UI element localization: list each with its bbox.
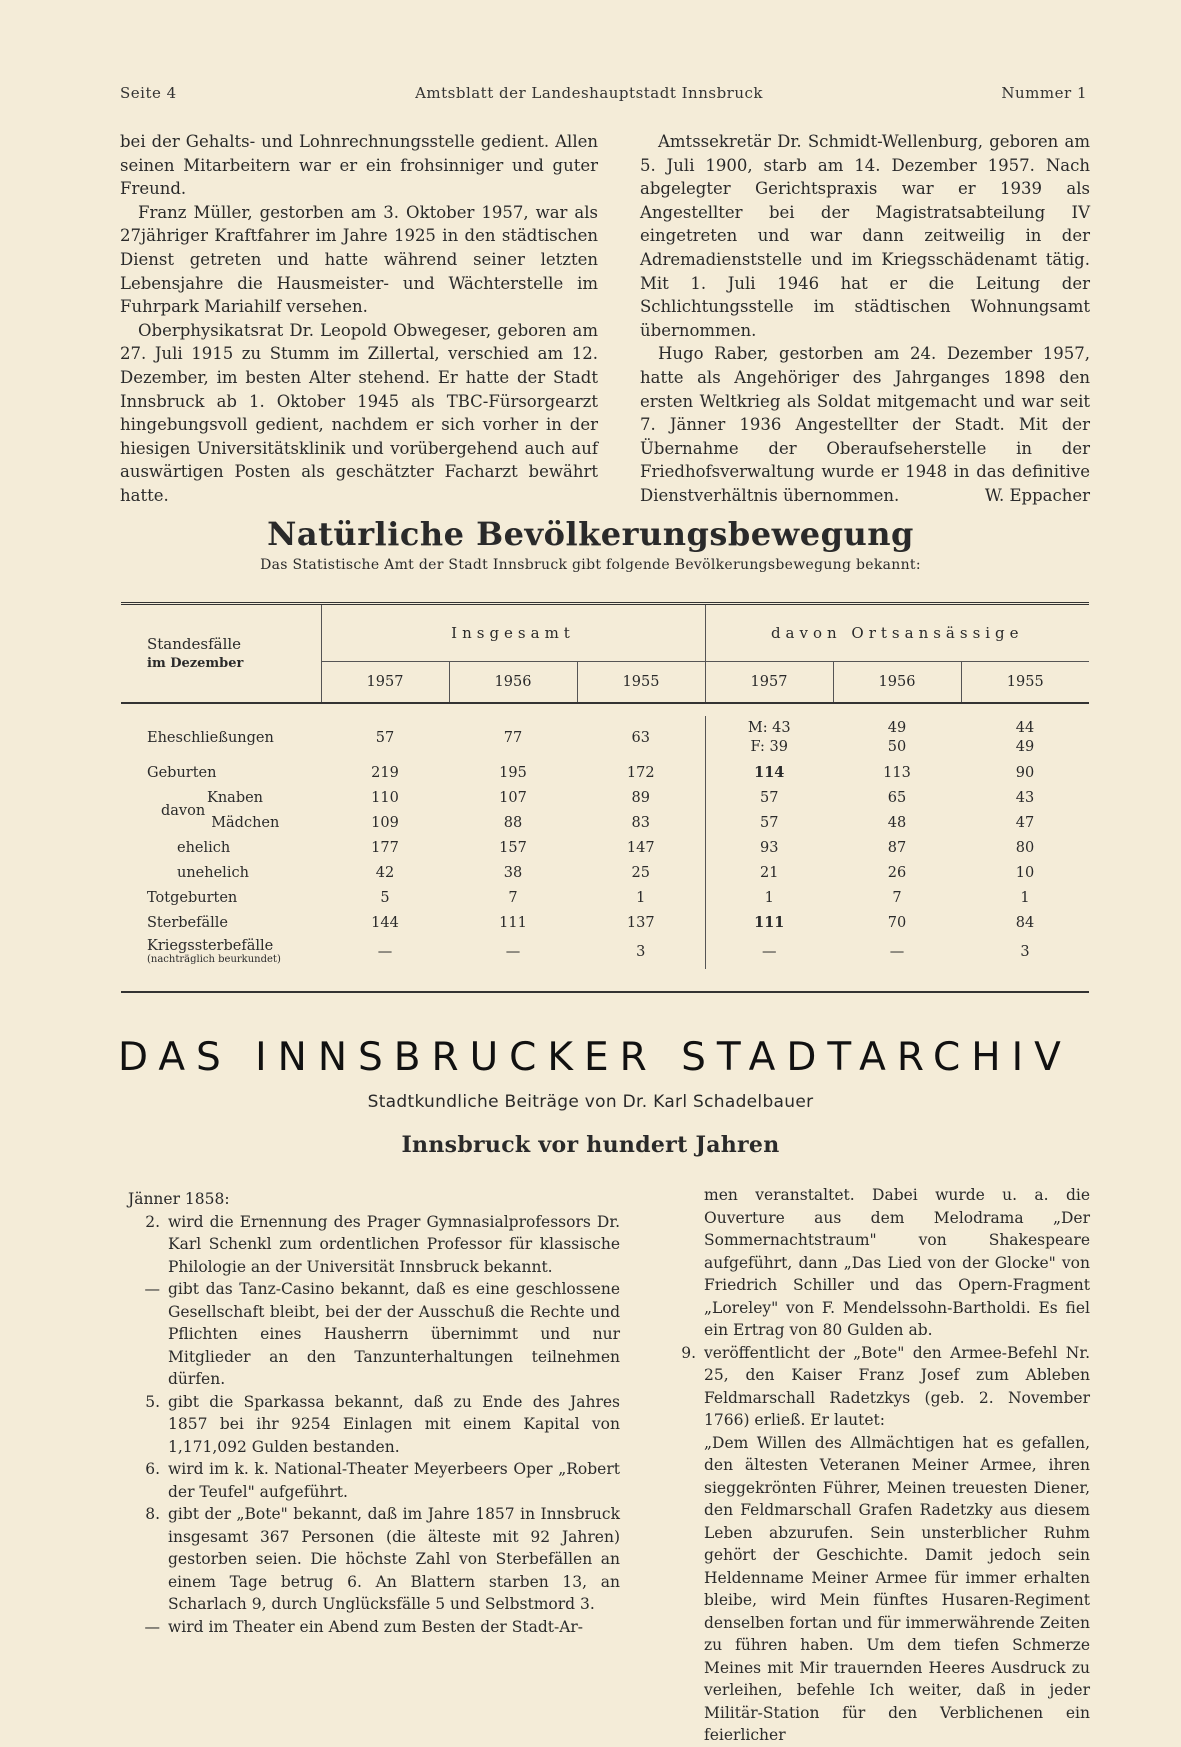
cell: —: [377, 944, 393, 960]
item-number: —: [144, 1617, 160, 1636]
item-text: veröffentlicht der „Bote" den Armee-Befehl Nr. 25, den Kaiser Franz Josef zum Ableben Feldmarschall Radetzkys (geb. 2. November 1766) erließ. Er lautet:: [704, 1343, 1090, 1429]
item-text: wird im Theater ein Abend zum Besten der Stadt-Ar-: [168, 1617, 584, 1636]
item-text: gibt der „Bote" bekannt, daß im Jahre 1857 in Innsbruck insgesamt 367 Personen (die älteste mit 92 Jahren) gestorben seien. Die höchste Zahl von Sterbefällen an einem Tage betrug 6. An Blattern starben 13, an Scharlach 9, durch Unglücksfälle 5 und Selbstmord 3.: [168, 1505, 620, 1613]
row-label: Sterbefälle: [147, 914, 229, 931]
cell: 70: [887, 914, 907, 931]
obituary-text: Hugo Raber, gestorben am 24. Dezember 1957, hatte als Angehöriger des Jahrganges 1898 den ersten Weltkrieg als Soldat mitgemacht und war seit 7. Jänner 1936 Angestellter der Stadt. Mit der Übernahme der Oberaufseherstelle in der Friedhofsverwaltung wurde er 1948 in das definitive Dienstverhältnis übernommen.: [640, 344, 1090, 505]
table-row: [121, 785, 1089, 810]
item-number: [664, 1184, 704, 1342]
list-item: [128, 1278, 620, 1391]
cell: 107: [499, 789, 527, 806]
row-label: [121, 935, 321, 969]
cell: 89: [631, 789, 650, 806]
year-header: 1956: [449, 662, 577, 704]
cell: 3: [636, 944, 646, 960]
cell-value: 49: [887, 720, 907, 736]
year-header: 1955: [577, 662, 705, 704]
year-header: 1957: [705, 662, 833, 704]
cell-value: 44: [1015, 720, 1035, 736]
row-label-text: Mädchen: [211, 814, 280, 831]
stand-month: im Dezember: [147, 655, 244, 671]
cell-value: 50: [887, 739, 907, 755]
cell: 1: [705, 885, 833, 910]
cell: 1: [1020, 889, 1030, 906]
row-label-text: Kriegssterbefälle: [147, 938, 274, 954]
table-row: [121, 760, 1089, 785]
table-row: [121, 716, 1089, 760]
item-number: 9.: [681, 1343, 696, 1362]
list-item: [664, 1184, 1090, 1342]
cell: 113: [883, 764, 911, 781]
obituary-paragraph: Franz Müller, gestorben am 3. Oktober 1957, war als 27jähriger Kraftfahrer im Jahre 1925 in den städtischen Dienst getreten und hatte während seiner letzten Lebensjahre die Hausmeister- und Wächterstelle im Fuhrpark Mariahilf versehen.: [120, 202, 598, 317]
cell: [961, 716, 1089, 760]
cell: 38: [503, 864, 523, 881]
author-signature: W. Eppacher: [984, 485, 1090, 505]
cell: 110: [371, 789, 399, 806]
row-note: (nachträglich beurkundet): [147, 954, 281, 965]
cell-female: F: 39: [750, 739, 788, 755]
row-label: unehelich: [177, 864, 249, 881]
cell: —: [889, 944, 905, 960]
row-label: [121, 802, 321, 835]
year-header: 1955: [961, 662, 1089, 704]
cell: 177: [371, 839, 399, 856]
item-text: wird die Ernennung des Prager Gymnasialprofessors Dr. Karl Schenkl zum ordentlichen Professor für klassische Philologie an der Universität Innsbruck bekannt.: [168, 1212, 620, 1276]
obituary-paragraph: Amtssekretär Dr. Schmidt-Wellenburg, geboren am 5. Juli 1900, starb am 14. Dezember 1957. Nach abgelegter Gerichtspraxis war er 1939 als Angestellter bei der Magistratsabteilung IV eingetreten und war dann zeitweilig in der Adremadienststelle und im Kriegsschädenamt tätig. Mit 1. Juli 1946 hat er die Leitung der Schlichtungsstelle im städtischen Wohnungsamt übernommen.: [640, 132, 1090, 340]
cell: 114: [705, 760, 833, 785]
row-label: Eheschließungen: [147, 730, 274, 746]
cell: —: [705, 935, 833, 969]
cell: 63: [631, 730, 650, 746]
publication-title: Amtsblatt der Landeshauptstadt Innsbruck: [415, 84, 763, 102]
cell-male: M: 43: [747, 720, 791, 736]
list-item: [128, 1211, 620, 1279]
cell: 10: [1015, 864, 1035, 881]
cell: 219: [371, 764, 399, 781]
item-number: [664, 1432, 704, 1747]
section-title: Natürliche Bevölkerungsbewegung: [267, 515, 914, 553]
table-row: [121, 860, 1089, 885]
cell: 7: [508, 889, 518, 906]
table-row: [121, 885, 1089, 910]
issue-number: Nummer 1: [1001, 84, 1087, 102]
cell: —: [505, 944, 521, 960]
cell: 93: [705, 835, 833, 860]
item-number: 2.: [145, 1212, 160, 1231]
archive-column-right: [664, 1184, 1090, 1747]
cell: 80: [1015, 839, 1035, 856]
cell: 21: [705, 860, 833, 885]
list-item: [128, 1616, 620, 1639]
cell: 172: [626, 764, 655, 781]
item-number: 5.: [145, 1392, 160, 1411]
cell: 84: [1015, 914, 1035, 931]
item-number: 6.: [145, 1460, 160, 1478]
cell: [705, 716, 833, 760]
cell: 57: [705, 785, 833, 810]
obituary-paragraph: [640, 342, 1090, 507]
obituary-paragraph: bei der Gehalts- und Lohnrechnungsstelle gedient. Allen seinen Mitarbeitern war er ein frohsinniger und guter Freund.: [120, 132, 598, 199]
cell: 3: [1020, 944, 1030, 960]
item-text: „Dem Willen des Allmächtigen hat es gefallen, den ältesten Veteranen Meiner Armee, ihren sieggekrönten Führer, Meinen treuesten Diener, den Feldmarschall Grafen Radetzky aus diesem Leben abzurufen. Sein unsterblicher Ruhm gehört der Geschichte. Damit jedoch sein Heldenname Meiner Armee für immer erhalten bleibe, wird Mein fünftes Husaren-Regiment denselben fortan und für immerwährende Zeiten zu führen haben. Um dem tiefen Schmerze Meines mit Mir trauernden Heeres Ausdruck zu verleihen, befehle Ich weiter, daß in jeder Militär-Station für den Verblichenen ein feierlicher: [704, 1433, 1090, 1744]
month-label: Jänner 1858:: [128, 1190, 230, 1208]
population-table: [121, 602, 1089, 993]
cell: 137: [626, 914, 655, 931]
cell: 111: [499, 914, 527, 931]
item-text: gibt das Tanz-Casino bekannt, daß es eine geschlossene Gesellschaft bleibt, bei der der Ausschuß die Rechte und Pflichten eines Hausherrn übernimmt und nur Mitglieder an den Tanzunterhaltungen teilnehmen dürfen.: [168, 1280, 620, 1388]
page-header: [120, 84, 1087, 102]
list-item: [128, 1391, 620, 1459]
list-item: [128, 1458, 620, 1503]
obituary-column-right: [640, 130, 1090, 508]
list-item: [664, 1342, 1090, 1432]
cell: 88: [503, 814, 523, 831]
obituary-column-left: [120, 130, 598, 508]
obituary-paragraph: Oberphysikatsrat Dr. Leopold Obwegeser, geboren am 27. Juli 1915 zu Stumm im Zillertal, verschied am 12. Dezember, im besten Alter stehend. Er hatte der Stadt Innsbruck ab 1. Oktober 1945 als TBC-Fürsorgearzt hingebungsvoll gedient, nachdem er sich vorher in der hiesigen Universitätsklinik und vorübergehend auch auf auswärtigen Posten als geschätzter Facharzt bewährt hatte.: [120, 320, 598, 505]
table-row: [121, 935, 1089, 969]
cell: 26: [887, 864, 907, 881]
cell: 109: [371, 814, 399, 831]
archive-heading: Innsbruck vor hundert Jahren: [401, 1132, 780, 1158]
cell: 57: [705, 810, 833, 835]
cell: 87: [887, 839, 907, 856]
cell: 57: [375, 730, 395, 746]
cell: 83: [631, 814, 650, 831]
page-number: Seite 4: [120, 84, 177, 102]
item-text: gibt die Sparkassa bekannt, daß zu Ende des Jahres 1857 bei ihr 9254 Einlagen mit einem Kapital von 1,171,092 Gulden bestanden.: [168, 1392, 620, 1456]
cell: 90: [1015, 764, 1035, 781]
list-item: [664, 1432, 1090, 1747]
row-label: Totgeburten: [147, 889, 238, 906]
item-number: —: [144, 1280, 160, 1298]
cell: 77: [503, 730, 523, 746]
cell: 47: [1015, 814, 1035, 831]
item-text: men veranstaltet. Dabei wurde u. a. die Ouverture aus dem Melodrama „Der Sommernachtstraum" von Shakespeare aufgeführt, dann „Das Lied von der Glocke" von Friedrich Schiller und das Opern-Fragment „Loreley" von F. Mendelssohn-Bartholdi. Es fiel ein Ertrag von 80 Gulden ab.: [704, 1186, 1090, 1339]
stand-label: Standesfälle: [147, 634, 242, 653]
standesfaelle-header: [121, 605, 321, 703]
section-intro: Das Statistische Amt der Stadt Innsbruck gibt folgende Bevölkerungsbewegung bekannt:: [260, 557, 921, 573]
cell: [833, 716, 961, 760]
cell-value: 49: [1015, 739, 1035, 755]
row-label: Geburten: [147, 764, 217, 781]
cell: 43: [1015, 789, 1035, 806]
table-row: [121, 910, 1089, 935]
davon-label: davon: [161, 802, 206, 819]
archive-column-left: [128, 1188, 620, 1638]
table-row: [121, 835, 1089, 860]
row-label: ehelich: [177, 839, 231, 856]
year-header: 1957: [321, 662, 449, 704]
cell: 1: [636, 889, 646, 906]
item-text: wird im k. k. National-Theater Meyerbeers Oper „Robert der Teufel" aufgeführt.: [168, 1460, 620, 1501]
cell: 7: [892, 889, 902, 906]
cell: 147: [626, 839, 655, 856]
cell: 195: [499, 764, 527, 781]
cell: 157: [499, 839, 527, 856]
cell: 48: [887, 814, 907, 831]
group-total-header: Insgesamt: [321, 605, 705, 662]
cell: 144: [371, 914, 399, 931]
cell: 65: [887, 789, 907, 806]
item-number: 8.: [145, 1505, 160, 1523]
list-item: [128, 1503, 620, 1616]
archive-title: DAS INNSBRUCKER STADTARCHIV: [118, 1035, 1072, 1080]
cell: 5: [380, 889, 390, 906]
cell: 111: [705, 910, 833, 935]
year-header: 1956: [833, 662, 961, 704]
group-local-header: davon Ortsansässige: [705, 605, 1089, 662]
row-label: Knaben: [207, 789, 264, 806]
table-row: [121, 810, 1089, 835]
archive-subtitle: Stadtkundliche Beiträge von Dr. Karl Schadelbauer: [367, 1092, 814, 1112]
cell: 42: [375, 864, 395, 881]
cell: 25: [631, 864, 650, 881]
